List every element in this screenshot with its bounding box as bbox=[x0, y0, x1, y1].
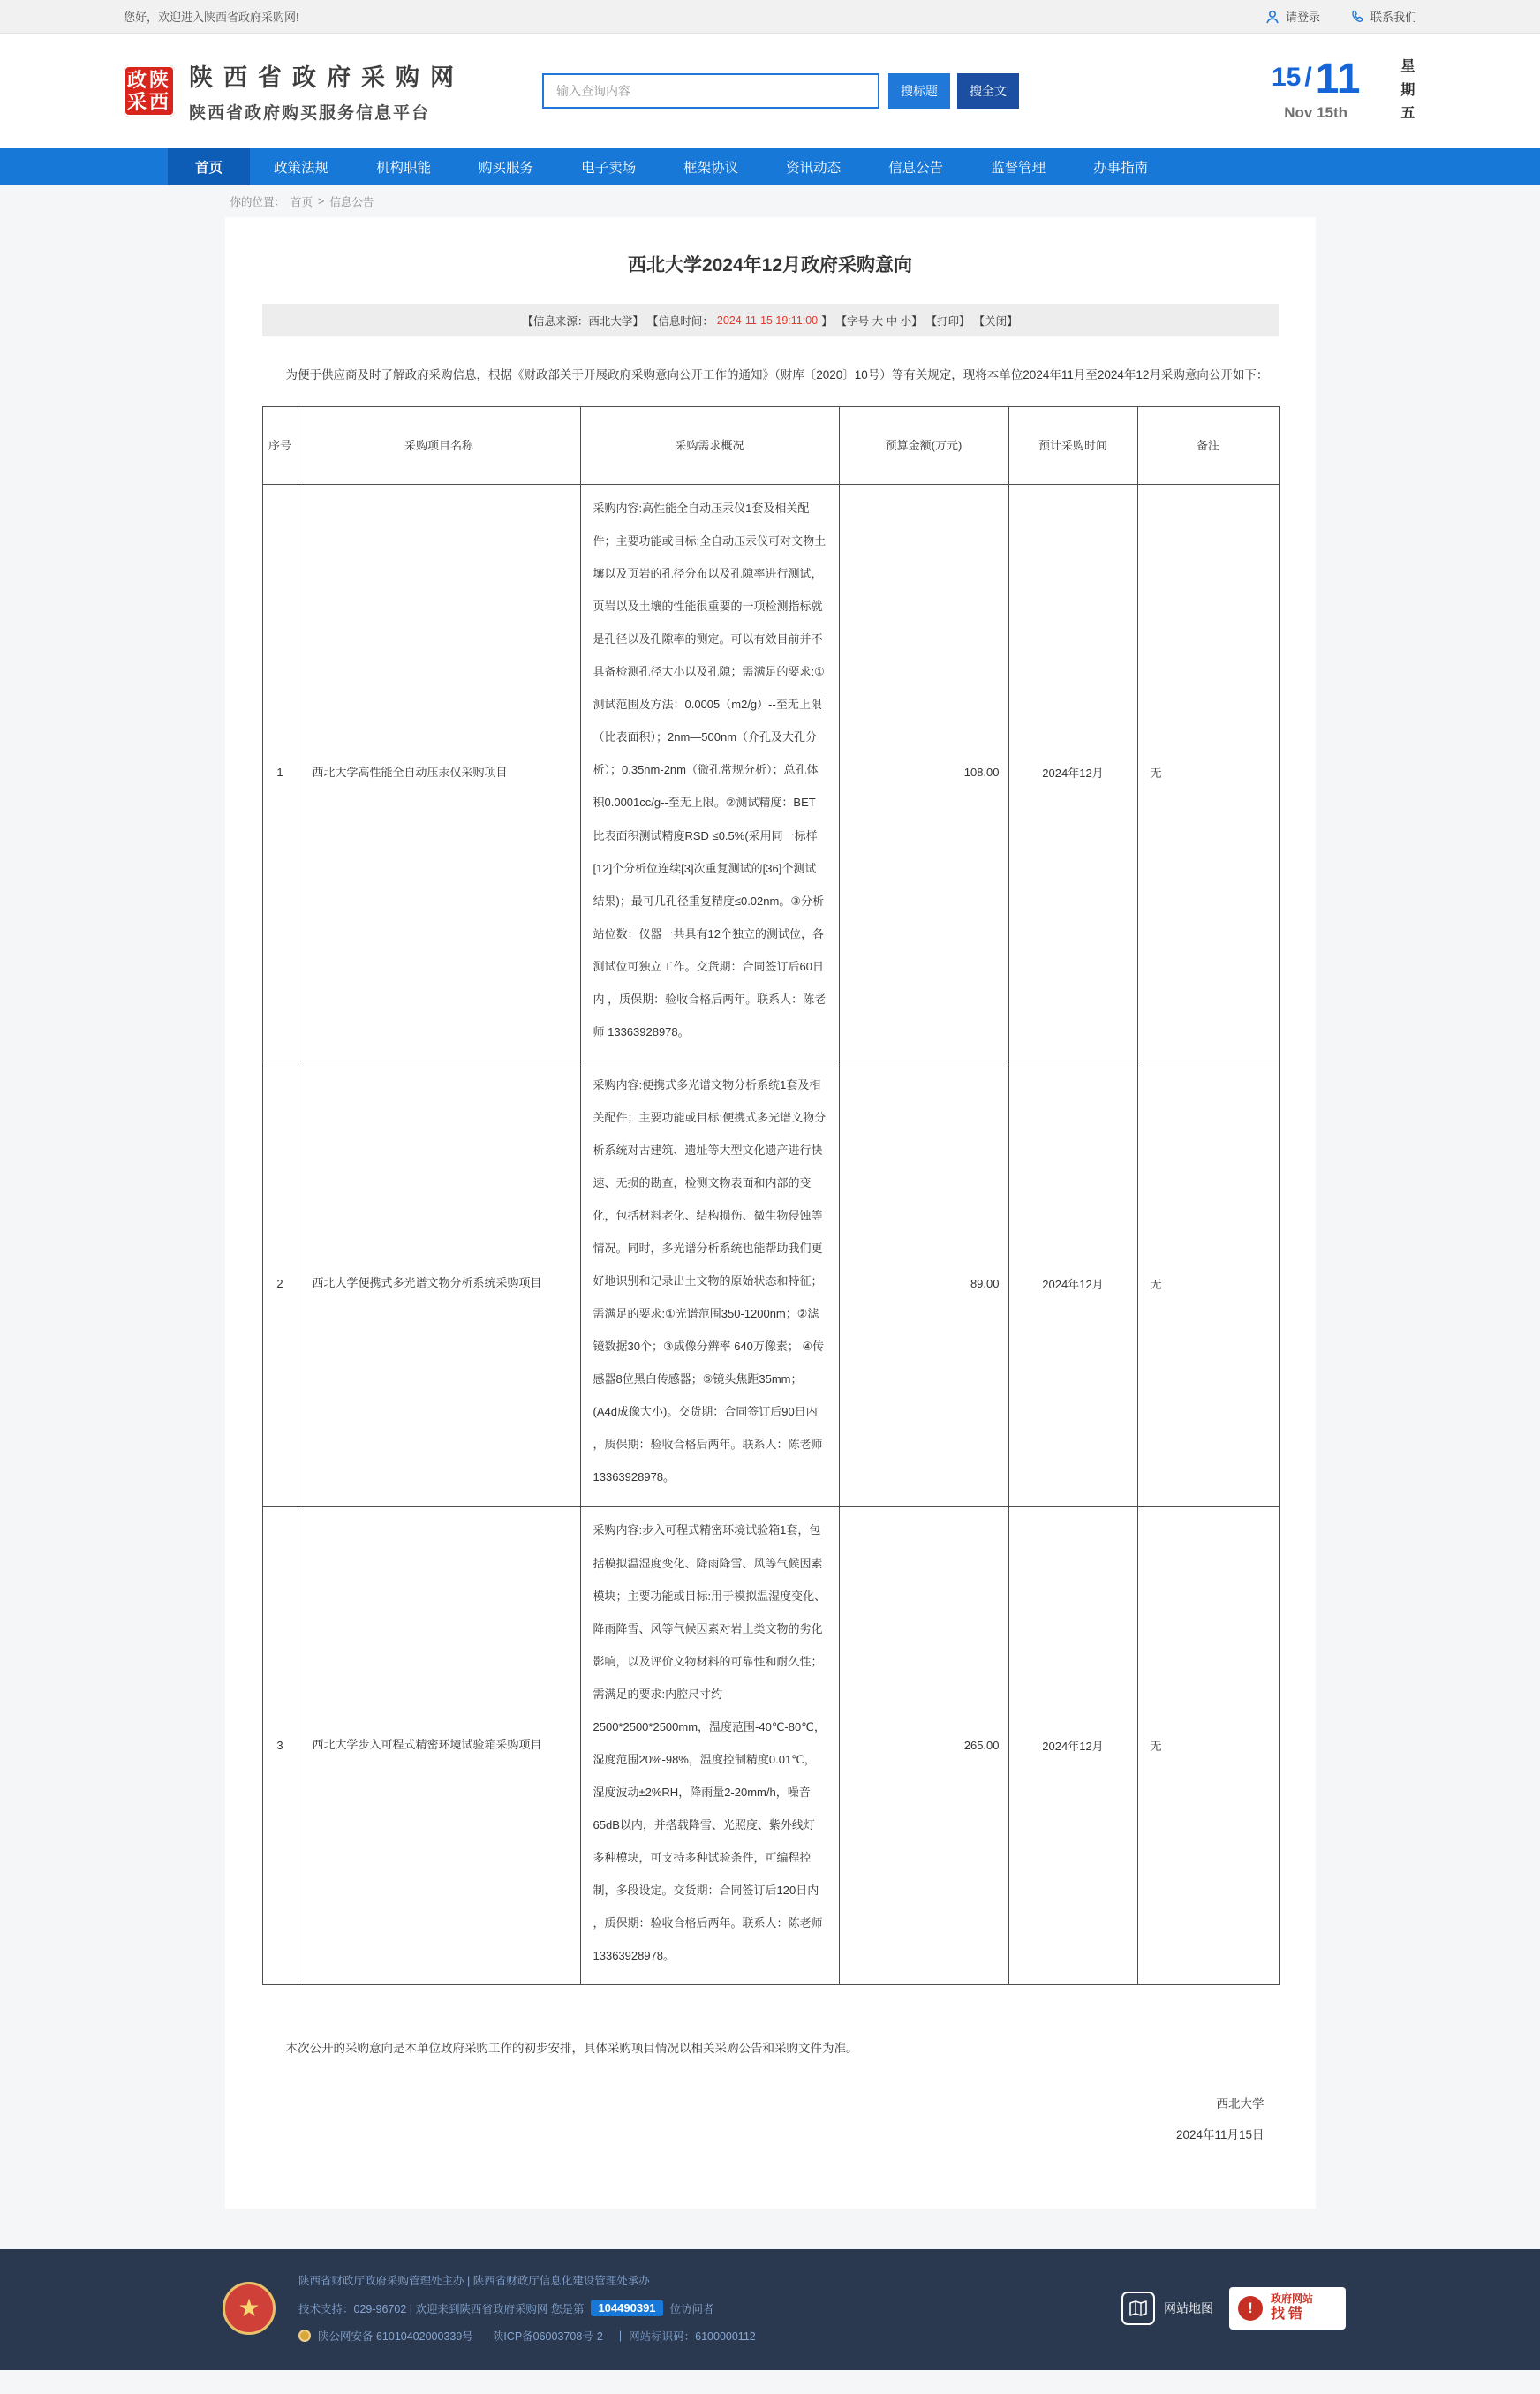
col-header-name: 采购项目名称 bbox=[298, 407, 580, 485]
breadcrumb-prefix: 你的位置： bbox=[230, 196, 286, 208]
page-title: 西北大学2024年12月政府采购意向 bbox=[627, 255, 913, 276]
footer-organizer-text: 陕西省财政厅政府采购管理处主办 | 陕西省财政厅信息化建设管理处承办 bbox=[298, 2275, 650, 2288]
gov-site-error-badge[interactable] bbox=[1229, 2287, 1346, 2330]
site-subtitle: 陕西省政府购买服务信息平台 bbox=[189, 104, 431, 123]
nav-item-framework[interactable]: 框架协议 bbox=[683, 161, 739, 176]
search-fulltext-button[interactable]: 搜全文 bbox=[957, 73, 1019, 109]
police-badge-icon bbox=[298, 2330, 311, 2342]
row2-note: 无 bbox=[1137, 1061, 1279, 1507]
row1-time: 2024年12月 bbox=[1008, 485, 1137, 1061]
search-area bbox=[542, 73, 1019, 109]
logo-text-row2: 采西 bbox=[127, 91, 172, 113]
date-english: Nov 15th bbox=[1284, 103, 1348, 121]
nav-item-supervision[interactable]: 监督管理 bbox=[991, 161, 1046, 176]
sitemap-label: 网站地图 bbox=[1164, 2300, 1213, 2315]
contact-label: 联系我们 bbox=[1370, 11, 1416, 24]
nav-item-e-market[interactable]: 电子卖场 bbox=[581, 161, 637, 176]
table-row bbox=[262, 485, 1279, 1061]
phone-icon bbox=[1350, 10, 1364, 24]
site-logo-seal bbox=[124, 65, 175, 117]
print-button[interactable]: 【打印】 bbox=[925, 314, 970, 328]
police-beian-link[interactable]: 陕公网安备 61010402000339号 bbox=[318, 2330, 473, 2344]
col-header-demand: 采购需求概况 bbox=[580, 407, 839, 485]
date-slash: / bbox=[1304, 62, 1312, 92]
sitemap-link[interactable] bbox=[1121, 2292, 1213, 2325]
footer-support-text: 技术支持：029-96702 | 欢迎来到陕西省政府采购网 您是第 bbox=[298, 2302, 585, 2315]
row2-project-name: 西北大学便携式多光谱文物分析系统采购项目 bbox=[298, 1061, 580, 1507]
national-emblem-icon: ★ bbox=[223, 2282, 276, 2335]
row3-note: 无 bbox=[1137, 1507, 1279, 1985]
meta-time-prefix: 【信息时间： bbox=[646, 314, 713, 328]
contact-link[interactable] bbox=[1350, 8, 1416, 25]
error-report-icon: ! bbox=[1238, 2296, 1263, 2321]
row1-no: 1 bbox=[262, 485, 298, 1061]
signer-name: 西北大学 bbox=[1216, 2097, 1264, 2111]
article-card bbox=[225, 217, 1316, 2209]
footer-visitor-suffix: 位访问者 bbox=[669, 2302, 714, 2315]
closing-paragraph: 本次公开的采购意向是本单位政府采购工作的初步安排，具体采购项目情况以相关采购公告和采购文件为准。 bbox=[285, 2042, 858, 2056]
date-month: 11 bbox=[1315, 55, 1361, 102]
close-button[interactable]: 【关闭】 bbox=[973, 314, 1018, 328]
site-code-text: 网站标识码：6100000112 bbox=[629, 2330, 756, 2344]
topbar bbox=[0, 0, 1540, 34]
signature-block bbox=[225, 2088, 1264, 2150]
table-header-row bbox=[262, 407, 1279, 485]
nav-item-functions[interactable]: 机构职能 bbox=[376, 161, 432, 176]
main-nav bbox=[0, 148, 1540, 185]
nav-item-purchase-services[interactable]: 购买服务 bbox=[479, 161, 534, 176]
nav-item-home[interactable]: 首页 bbox=[168, 148, 250, 185]
nav-item-news[interactable]: 资讯动态 bbox=[786, 161, 842, 176]
col-header-note: 备注 bbox=[1137, 407, 1279, 485]
breadcrumb-current[interactable]: 信息公告 bbox=[329, 196, 374, 208]
row3-budget: 265.00 bbox=[839, 1507, 1008, 1985]
breadcrumb-home-link[interactable]: 首页 bbox=[291, 196, 313, 208]
article-meta-bar bbox=[262, 304, 1279, 336]
weekday-label: 星期五 bbox=[1400, 59, 1415, 122]
row3-demand: 采购内容:步入可程式精密环境试验箱1套，包括模拟温湿度变化、降雨降雪、风等气候因素模块；主要功能或目标:用于模拟温湿度变化、降雨降雪、风等气候因素对岩土类文物的劣化影响，以及评价文物材料的可靠性和耐久性；需满足的要求:内腔尺寸约2500*2500*2500mm，温度范围-40℃-80℃，湿度范围20%-98%，温度控制精度0.01℃，湿度波动±2%RH，降雨量2-20mm/h，噪音65dB以内，并搭载降雪、光照度、紫外线灯多种模块，可支持多种试验条件，可编程控制，多段设定。交货期：合同签订后120日内 ，质保期：验收合格后两年。联系人：陈老师 13363928978。 bbox=[580, 1507, 839, 1985]
signature-date: 2024年11月15日 bbox=[1175, 2128, 1264, 2142]
search-title-button[interactable]: 搜标题 bbox=[888, 73, 950, 109]
table-row bbox=[262, 1507, 1279, 1985]
site-header bbox=[0, 34, 1540, 148]
row3-time: 2024年12月 bbox=[1008, 1507, 1137, 1985]
logo-text-row1: 政陕 bbox=[127, 69, 172, 91]
col-header-time: 预计采购时间 bbox=[1008, 407, 1137, 485]
sitemap-icon bbox=[1121, 2292, 1155, 2325]
procurement-table bbox=[262, 406, 1280, 1985]
row2-demand: 采购内容:便携式多光谱文物分析系统1套及相关配件；主要功能或目标:便携式多光谱文物分析系统对古建筑、遗址等大型文化遗产进行快速、无损的勘查，检测文物表面和内部的变化，包括材料老化、结构损伤、微生物侵蚀等情况。同时，多光谱分析系统也能帮助我们更好地识别和记录出土文物的原始状态和特征；需满足的要求:①光谱范围350-1200nm；②滤镜数据30个；③成像分辨率 640万像素； ④传感器8位黑白传感器；⑤镜头焦距35mm；(A4d成像大小)。交货期：合同签订后90日内 ，质保期：验收合格后两年。联系人：陈老师 13363928978。 bbox=[580, 1061, 839, 1507]
welcome-text: 您好，欢迎进入陕西省政府采购网! bbox=[124, 11, 299, 24]
user-icon bbox=[1265, 10, 1280, 24]
nav-item-announcements[interactable]: 信息公告 bbox=[888, 161, 944, 176]
nav-item-guide[interactable]: 办事指南 bbox=[1093, 161, 1149, 176]
table-row bbox=[262, 1061, 1279, 1507]
meta-source: 【信息来源：西北大学】 bbox=[522, 314, 644, 328]
meta-time-value: 2024-11-15 19:11:00 bbox=[716, 313, 819, 327]
row2-budget: 89.00 bbox=[839, 1061, 1008, 1507]
icp-beian-link[interactable]: 陕ICP备06003708号-2 bbox=[492, 2330, 603, 2344]
date-day: 15 bbox=[1271, 62, 1302, 92]
row1-demand: 采购内容:高性能全自动压汞仪1套及相关配件；主要功能或目标:全自动压汞仪可对文物土壤以及页岩的孔径分布以及孔隙率进行测试，页岩以及土壤的性能很重要的一项检测指标就是孔径以及孔隙率的测定。可以有效目前并不具备检测孔径大小以及孔隙；需满足的要求:①测试范围及方法：0.0005（m2/g）--至无上限（比表面积）；2nm—500nm（介孔及大孔分析）；0.35nm-2nm（微孔常规分析）；总孔体积0.0001cc/g--至无上限。②测试精度：BET比表面积测试精度RSD ≤0.5%(采用同一标样[12]个分析位连续[3]次重复测试的[36]个测试结果)；最可几孔径重复精度≤0.02nm。③分析站位数：仪器一共具有12个独立的测试位，各测试位可独立工作。交货期：合同签订后60日内 ，质保期：验收合格后两年。联系人：陈老师 13363928978。 bbox=[580, 485, 839, 1061]
row1-budget: 108.00 bbox=[839, 485, 1008, 1061]
breadcrumb-separator: > bbox=[318, 195, 325, 208]
error-badge-line1: 政府网站 bbox=[1271, 2292, 1314, 2306]
login-link[interactable] bbox=[1265, 8, 1320, 25]
row2-time: 2024年12月 bbox=[1008, 1061, 1137, 1507]
site-brand[interactable] bbox=[124, 58, 464, 124]
row1-note: 无 bbox=[1137, 485, 1279, 1061]
row2-no: 2 bbox=[262, 1061, 298, 1507]
row3-project-name: 西北大学步入可程式精密环境试验箱采购项目 bbox=[298, 1507, 580, 1985]
site-title: 陕西省政府采购网 bbox=[189, 64, 464, 91]
nav-item-policies[interactable]: 政策法规 bbox=[274, 161, 329, 176]
row1-project-name: 西北大学高性能全自动压汞仪采购项目 bbox=[298, 485, 580, 1061]
visitor-count-badge: 104490391 bbox=[591, 2300, 662, 2316]
date-widget bbox=[1272, 56, 1416, 125]
search-input[interactable] bbox=[542, 73, 879, 109]
login-label: 请登录 bbox=[1285, 11, 1320, 24]
intro-paragraph: 为便于供应商及时了解政府采购信息，根据《财政部关于开展政府采购意向公开工作的通知》（财库〔2020〕10号）等有关规定，现将本单位2024年11月至2024年12月采购意向公开如下： bbox=[285, 368, 1269, 381]
col-header-budget: 预算金额(万元) bbox=[839, 407, 1008, 485]
site-footer bbox=[0, 2249, 1540, 2370]
row3-no: 3 bbox=[262, 1507, 298, 1985]
breadcrumb bbox=[225, 185, 1316, 217]
col-header-no: 序号 bbox=[262, 407, 298, 485]
font-size-control[interactable]: 【字号 大 中 小】 bbox=[835, 314, 923, 328]
error-badge-line2: 找错 bbox=[1271, 2307, 1307, 2322]
meta-time-suffix: 】 bbox=[821, 314, 833, 328]
footer-separator: | bbox=[618, 2330, 623, 2343]
